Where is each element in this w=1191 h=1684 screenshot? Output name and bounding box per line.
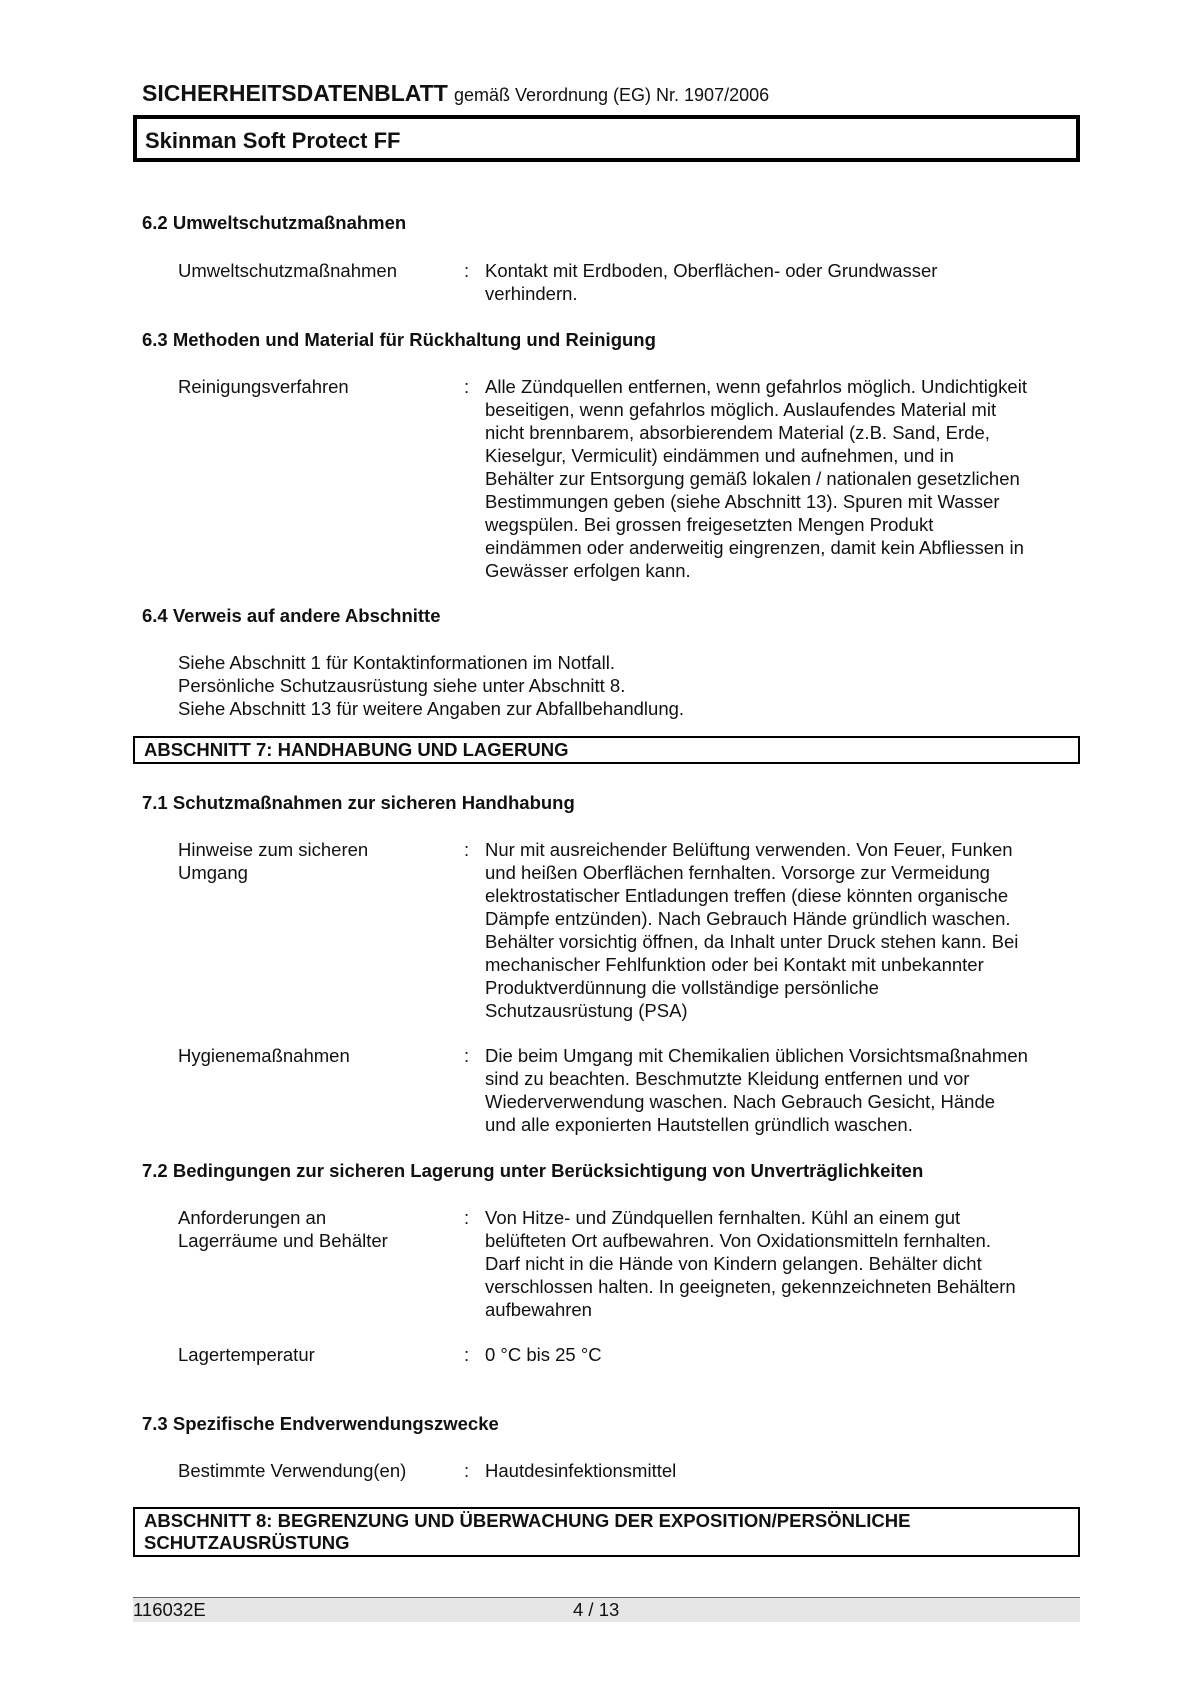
value-hygienemassnahmen: Die beim Umgang mit Chemikalien üblichen Vorsichtsmaßnahmen sind zu beachten. Beschmutzte Kleidung entfernen und vor Wiederverwendung waschen. Nach Gebrauch Gesicht, Hände und alle exponierten Hautstellen gründlich waschen. xyxy=(485,1045,1028,1135)
label-lagerraeume: Anforderungen an Lagerräume und Behälter xyxy=(178,1207,388,1251)
reference-line: Siehe Abschnitt 1 für Kontaktinformationen im Notfall. xyxy=(178,652,616,673)
page-number: 4 / 13 xyxy=(573,1599,620,1620)
reference-line: Persönliche Schutzausrüstung siehe unter Abschnitt 8. xyxy=(178,675,626,696)
value-umweltschutzmassnahmen: Kontakt mit Erdboden, Oberflächen- oder Grundwasser verhindern. xyxy=(485,260,938,304)
label-lagertemperatur: Lagertemperatur xyxy=(178,1344,315,1365)
colon-separator: : xyxy=(464,1344,470,1365)
footer xyxy=(133,1598,1080,1622)
value-hinweise-umgang: Nur mit ausreichender Belüftung verwenden. Von Feuer, Funken und heißen Oberflächen fernhalten. Vorsorge zur Vermeidung elektrostatischer Entladungen treffen (diese könnten organische Dämpfe entzünden). Nach Gebrauch Hände gründlich waschen. Behälter vorsichtig öffnen, da Inhalt unter Druck stehen kann. Bei mechanischer Fehlfunktion oder bei Kontakt mit unbekannter Produktverdünnung die vollständige persönliche Schutzausrüstung (PSA) xyxy=(485,839,1019,1021)
document-title-main: SICHERHEITSDATENBLATT xyxy=(142,80,448,106)
section-7-title: ABSCHNITT 7: HANDHABUNG UND LAGERUNG xyxy=(133,736,1080,764)
value-lagertemperatur: 0 °C bis 25 °C xyxy=(485,1344,602,1365)
product-name-box xyxy=(133,115,1080,162)
label-hygienemassnahmen: Hygienemaßnahmen xyxy=(178,1045,350,1066)
heading-7-1: 7.1 Schutzmaßnahmen zur sicheren Handhabung xyxy=(142,792,575,813)
heading-6-2: 6.2 Umweltschutzmaßnahmen xyxy=(142,212,407,233)
product-name: Skinman Soft Protect FF xyxy=(145,128,401,153)
section-8-title: ABSCHNITT 8: BEGRENZUNG UND ÜBERWACHUNG DER EXPOSITION/PERSÖNLICHE SCHUTZAUSRÜSTUNG xyxy=(133,1507,1080,1557)
colon-separator: : xyxy=(464,839,470,860)
heading-6-3: 6.3 Methoden und Material für Rückhaltung und Reinigung xyxy=(142,329,656,350)
heading-6-4: 6.4 Verweis auf andere Abschnitte xyxy=(142,605,441,626)
value-reinigungsverfahren: Alle Zündquellen entfernen, wenn gefahrlos möglich. Undichtigkeit beseitigen, wenn gefahrlos möglich. Auslaufendes Material mit nicht brennbarem, absorbierendem Material (z.B. Sand, Erde, Kieselgur, Vermiculit) eindämmen und aufnehmen, und in Behälter zur Entsorgung gemäß lokalen / nationalen gesetzlichen Bestimmungen geben (siehe Abschnitt 13). Spuren mit Wasser wegspülen. Bei grossen freigesetzten Mengen Produkt eindämmen oder anderweitig eingrenzen, damit kein Abfliessen in Gewässer erfolgen kann. xyxy=(485,376,1027,581)
heading-7-3: 7.3 Spezifische Endverwendungszwecke xyxy=(142,1413,499,1434)
label-hinweise-umgang: Hinweise zum sicheren Umgang xyxy=(178,839,369,883)
reference-line: Siehe Abschnitt 13 für weitere Angaben zur Abfallbehandlung. xyxy=(178,698,685,719)
document-title-regulation: gemäß Verordnung (EG) Nr. 1907/2006 xyxy=(453,85,770,105)
heading-7-2: 7.2 Bedingungen zur sicheren Lagerung unter Berücksichtigung von Unverträglichkeiten xyxy=(142,1160,924,1181)
label-bestimmte-verwendung: Bestimmte Verwendung(en) xyxy=(178,1460,407,1481)
document-code: 116032E xyxy=(133,1599,206,1620)
label-reinigungsverfahren: Reinigungsverfahren xyxy=(178,376,349,397)
value-bestimmte-verwendung: Hautdesinfektionsmittel xyxy=(485,1460,677,1481)
references-list xyxy=(178,651,684,720)
colon-separator: : xyxy=(464,260,470,281)
colon-separator: : xyxy=(464,1460,470,1481)
colon-separator: : xyxy=(464,1207,470,1228)
colon-separator: : xyxy=(464,1045,470,1066)
label-umweltschutzmassnahmen: Umweltschutzmaßnahmen xyxy=(178,260,397,281)
value-lagerraeume: Von Hitze- und Zündquellen fernhalten. Kühl an einem gut belüfteten Ort aufbewahren. Von Oxidationsmitteln fernhalten. Darf nicht in die Hände von Kindern gelangen. Behälter dicht verschlossen halten. In geeigneten, gekennzeichneten Behältern aufbewahren xyxy=(485,1207,1016,1320)
colon-separator: : xyxy=(464,376,470,397)
document-title xyxy=(142,80,769,107)
